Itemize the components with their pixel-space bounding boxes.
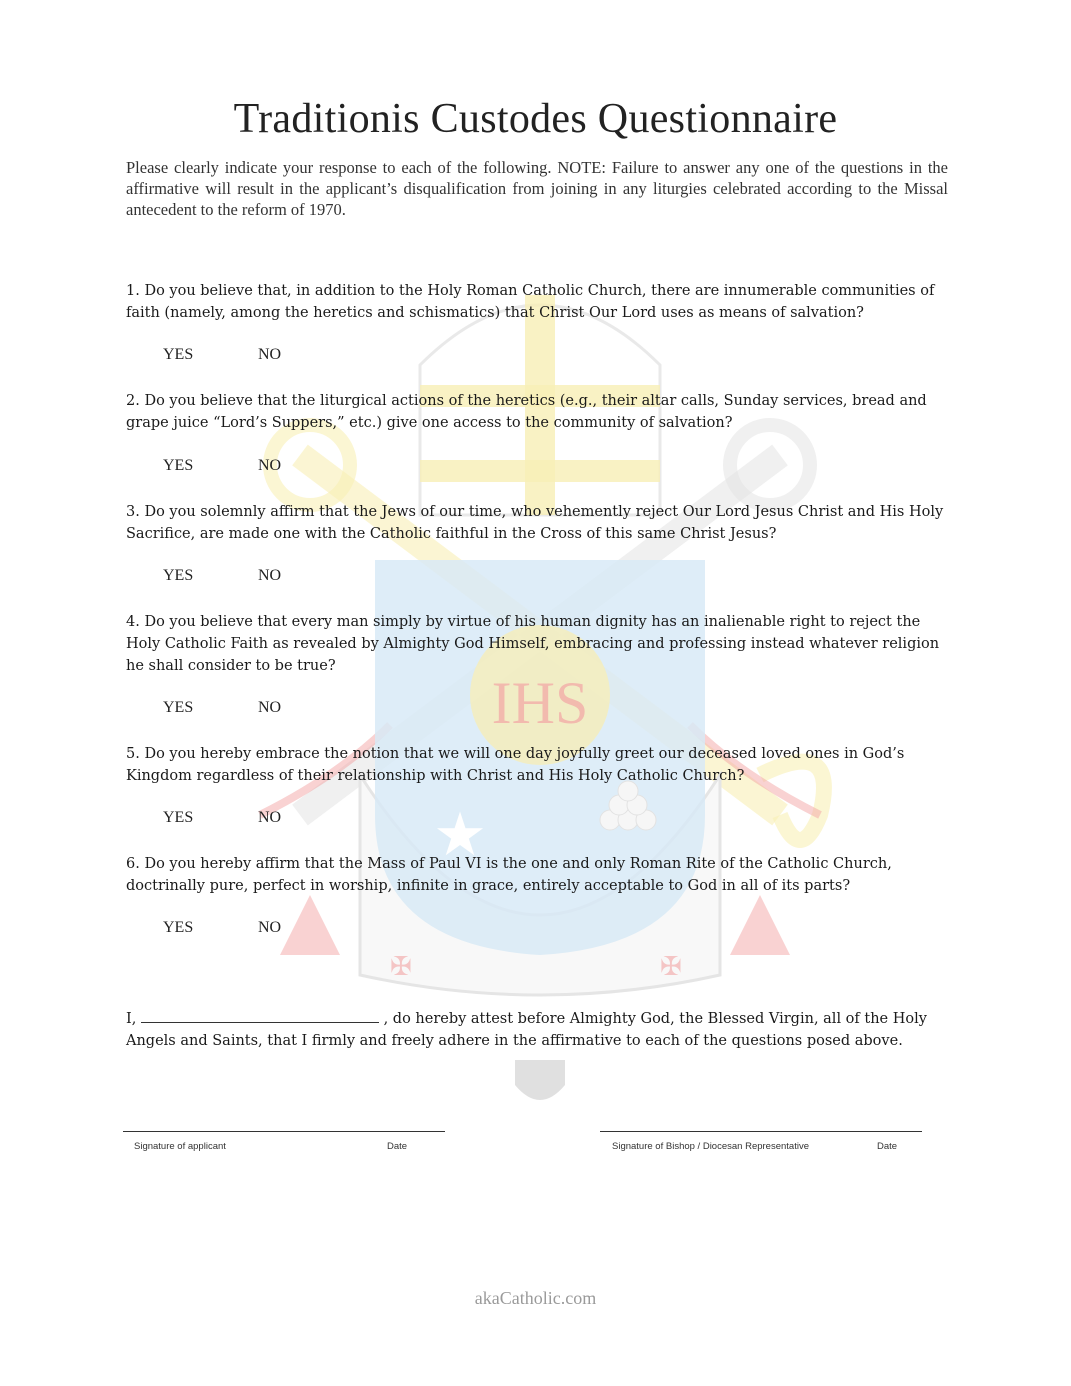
attestation-text: , do hereby attest before Almighty God, the Blessed Virgin, all of the Holy Angels and Saints, that I firmly and freely adhere in the affirmative to each of the questions posed above. bbox=[126, 1011, 927, 1049]
bishop-signature-line[interactable] bbox=[600, 1131, 922, 1132]
question-5: 5. Do you hereby embrace the notion that we will one day joyfully greet our deceased loved ones in God’s Kingdom regardless of their relationship with Christ and His Holy Catholic Church? bbox=[126, 746, 905, 784]
footer-site-name: akaCatholic.com bbox=[474, 1288, 597, 1308]
no-option[interactable]: NO bbox=[258, 346, 282, 363]
question-1: 1. Do you believe that, in addition to the Holy Roman Catholic Church, there are innumerable communities of faith (namely, among the heretics and schismatics) that Christ Our Lord uses as means of salvation? bbox=[126, 283, 935, 321]
bishop-signature-label: Signature of Bishop / Diocesan Representative bbox=[612, 1141, 809, 1152]
applicant-signature-line[interactable] bbox=[123, 1131, 445, 1132]
yes-option[interactable]: YES bbox=[163, 699, 194, 716]
ihs-monogram: IHS bbox=[491, 670, 589, 736]
intro-paragraph: Please clearly indicate your response to each of the following. NOTE: Failure to answer any one of the questions in the affirmative will result in the applicant’s disqualification from joining in any liturgies celebrated according to the Missal antecedent to the reform of 1970. bbox=[126, 158, 948, 219]
question-6: 6. Do you hereby affirm that the Mass of Paul VI is the one and only Roman Rite of the Catholic Church, doctrinally pure, perfect in worship, infinite in grace, entirely acceptable to God in all of its parts? bbox=[126, 856, 892, 894]
yes-option[interactable]: YES bbox=[163, 457, 194, 474]
svg-text:✠: ✠ bbox=[390, 952, 412, 982]
svg-text:✠: ✠ bbox=[660, 952, 682, 982]
question-4: 4. Do you believe that every man simply by virtue of his human dignity has an inalienable right to reject the Holy Catholic Faith as revealed by Almighty God Himself, embracing and professing instead whatever religion he shall consider to be true? bbox=[126, 614, 940, 674]
no-option[interactable]: NO bbox=[258, 809, 282, 826]
attestation-statement bbox=[126, 1008, 946, 1052]
no-option[interactable]: NO bbox=[258, 567, 282, 584]
yes-option[interactable]: YES bbox=[163, 567, 194, 584]
answer-options-4 bbox=[163, 699, 353, 717]
attestation-prefix: I, bbox=[126, 1011, 137, 1027]
applicant-date-label: Date bbox=[387, 1141, 408, 1152]
no-option[interactable]: NO bbox=[258, 919, 282, 936]
applicant-name-field[interactable] bbox=[141, 1008, 379, 1023]
yes-option[interactable]: YES bbox=[163, 809, 194, 826]
page-title: Traditionis Custodes Questionnaire bbox=[233, 96, 838, 142]
svg-text:★: ★ bbox=[433, 800, 487, 870]
no-option[interactable]: NO bbox=[258, 699, 282, 716]
answer-options-5 bbox=[163, 809, 353, 827]
yes-option[interactable]: YES bbox=[163, 919, 194, 936]
answer-options-6 bbox=[163, 919, 353, 937]
no-option[interactable]: NO bbox=[258, 457, 282, 474]
applicant-signature-label: Signature of applicant bbox=[134, 1141, 226, 1152]
yes-option[interactable]: YES bbox=[163, 346, 194, 363]
question-2: 2. Do you believe that the liturgical actions of the heretics (e.g., their altar calls, Sunday services, bread and grape juice “Lord’s Suppers,” etc.) give one access to the community of salvation? bbox=[126, 393, 927, 431]
answer-options-2 bbox=[163, 457, 353, 475]
answer-options-1 bbox=[163, 346, 353, 364]
question-3: 3. Do you solemnly affirm that the Jews of our time, who vehemently reject Our Lord Jesus Christ and His Holy Sacrifice, are made one with the Catholic faithful in the Cross of this same Christ Jesus? bbox=[126, 504, 944, 542]
answer-options-3 bbox=[163, 567, 353, 585]
bishop-date-label: Date bbox=[877, 1141, 898, 1152]
